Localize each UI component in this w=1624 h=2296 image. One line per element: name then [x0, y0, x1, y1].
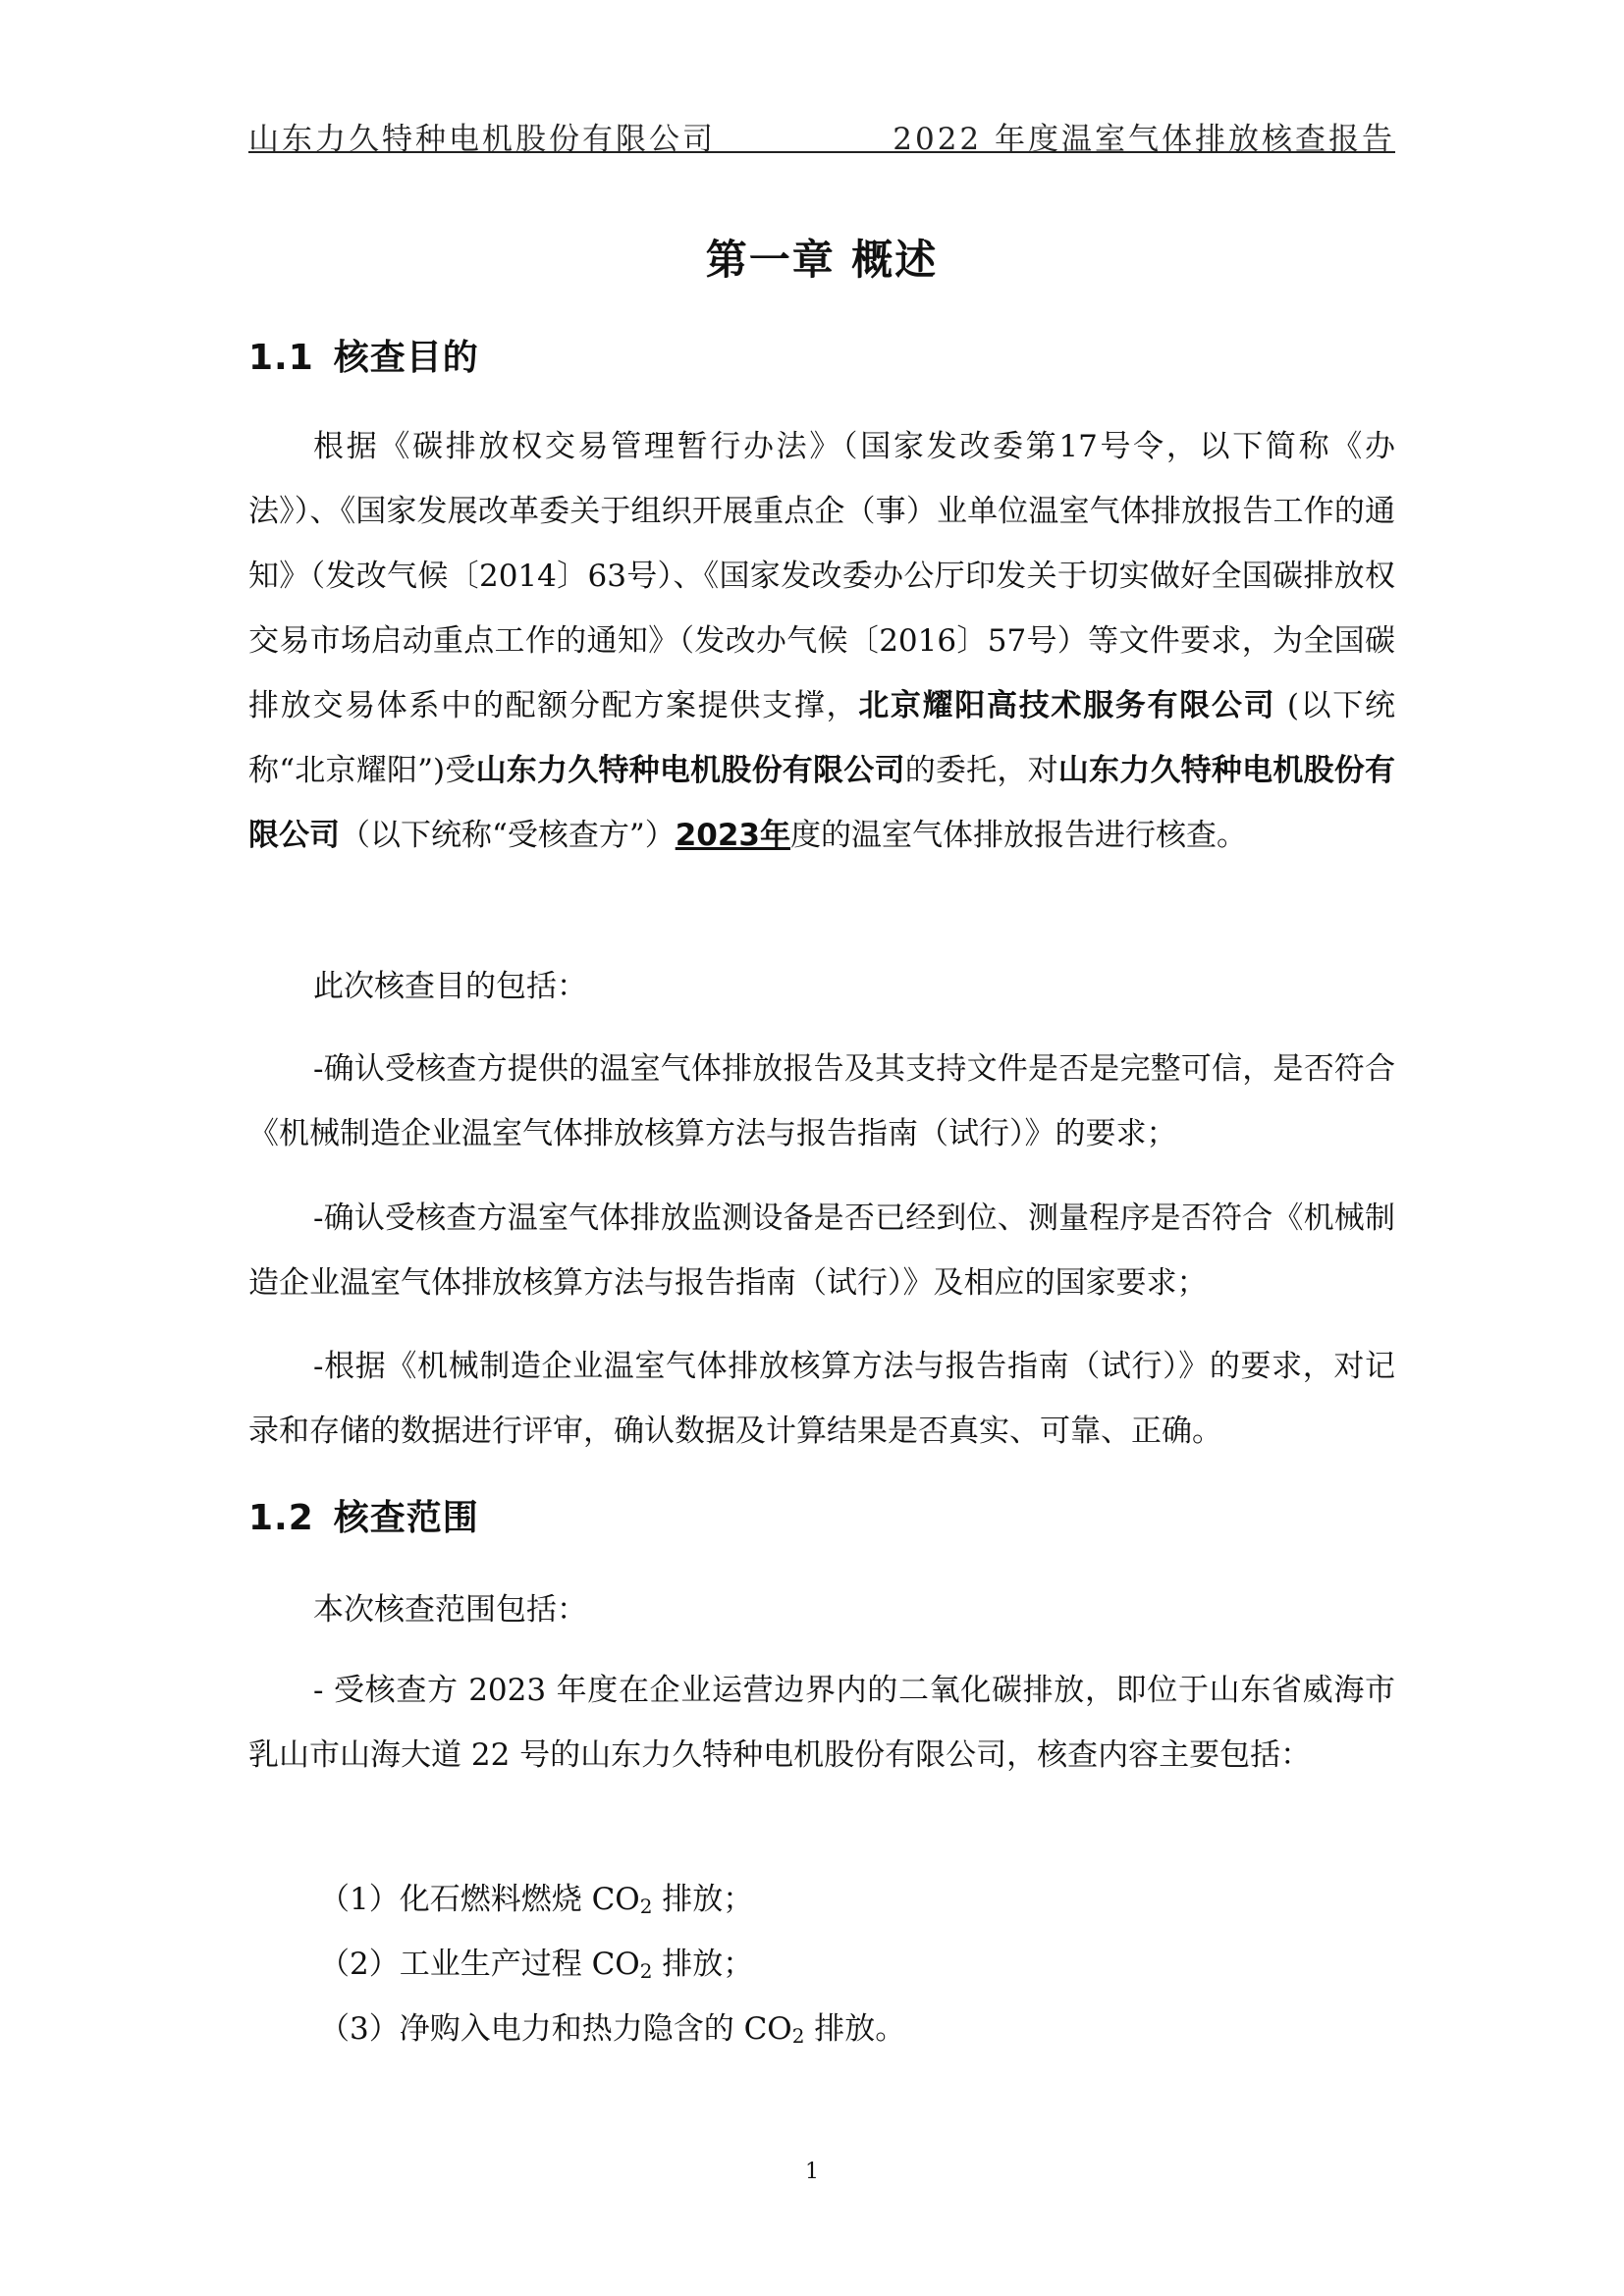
item-text: （1）化石燃料燃烧 CO — [319, 1882, 640, 1917]
paragraph-purpose-intro: 此次核查目的包括： — [313, 969, 587, 1004]
paragraph-text: 的委托，对 — [904, 753, 1058, 788]
item-text: 排放。 — [804, 2011, 906, 2047]
subscript: 2 — [639, 1959, 653, 1983]
section-title: 核查范围 — [333, 1498, 479, 1538]
verifier-name: 北京耀阳高技术服务有限公司 — [858, 688, 1276, 723]
paragraph-scope-intro: 本次核查范围包括： — [313, 1592, 587, 1628]
paragraph-purpose-item-2: -确认受核查方温室气体排放监测设备是否已经到位、测量程序是否符合《机械制造企业温室气体排放核算方法与报告指南（试行）》及相应的国家要求； — [248, 1201, 1395, 1301]
paragraph-scope-detail: - 受核查方 2023 年度在企业运营边界内的二氧化碳排放，即位于山东省威海市乳山市山海大道 22 号的山东力久特种电机股份有限公司，核查内容主要包括： — [248, 1673, 1395, 1773]
item-text: 排放； — [652, 1947, 754, 1982]
paragraph-purpose — [248, 414, 1395, 868]
paragraph-text: 度的温室气体排放报告进行核查。 — [789, 818, 1247, 853]
section-heading-1-1 — [248, 330, 479, 380]
page-number: 1 — [805, 2160, 819, 2184]
scope-list-item — [319, 1867, 753, 1939]
page-header — [248, 106, 1395, 157]
scope-list-item — [319, 1932, 753, 2003]
item-text: （2）工业生产过程 CO — [319, 1947, 640, 1982]
section-heading-1-2 — [248, 1490, 479, 1540]
header-report-title: 2022 年度温室气体排放核查报告 — [893, 122, 1395, 157]
client-name: 山东力久特种电机股份有限公司 — [248, 753, 1396, 853]
subscript: 2 — [791, 2024, 805, 2048]
paragraph-purpose-item-3: -根据《机械制造企业温室气体排放核算方法与报告指南（试行）》的要求，对记录和存储的数据进行评审，确认数据及计算结果是否真实、可靠、正确。 — [248, 1349, 1395, 1449]
paragraph-purpose-item-1: -确认受核查方提供的温室气体排放报告及其支持文件是否是完整可信，是否符合《机械制造企业温室气体排放核算方法与报告指南（试行）》的要求； — [248, 1051, 1395, 1151]
client-name: 山东力久特种电机股份有限公司 — [475, 753, 905, 788]
scope-list-item — [319, 1997, 905, 2068]
item-text: （3）净购入电力和热力隐含的 CO — [319, 2011, 792, 2047]
paragraph-text: （以下统称“受核查方”） — [340, 818, 676, 853]
subscript: 2 — [639, 1895, 653, 1918]
section-number: 1.1 — [248, 338, 314, 378]
chapter-title: 第一章 概述 — [705, 236, 939, 284]
header-company: 山东力久特种电机股份有限公司 — [248, 122, 716, 157]
item-text: 排放； — [652, 1882, 754, 1917]
paragraph-text: 根据《碳排放权交易管理暂行办法》（国家发改委第17号令，以下简称《办法》）、《国家发展改革委关于组织开展重点企（事）业单位温室气体排放报告工作的通知》（发改气候〔2014〕63号）、《国家发改委办公厅印发关于切实做好全国碳排放权交易市场启动重点工作的通知》（发改办气候〔2016〕57号）等文件要求，为全国碳排放交易体系中的配额分配方案提供支撑， — [248, 429, 1395, 723]
section-title: 核查目的 — [333, 338, 479, 378]
section-number: 1.2 — [248, 1498, 314, 1538]
report-year: 2023年 — [675, 818, 790, 853]
paragraph-text: (以下统称“北京耀阳”)受 — [248, 688, 1395, 788]
